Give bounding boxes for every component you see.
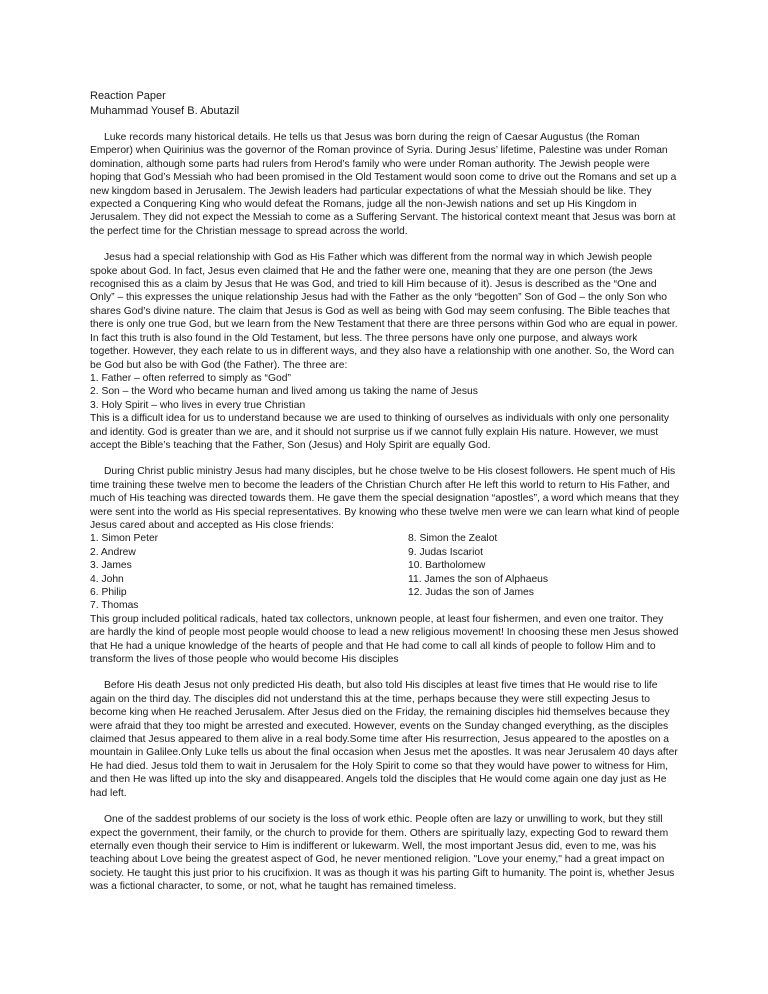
paragraph-reflection: One of the saddest problems of our society is the loss of work ethic. People often are lazy or unwilling to work, but they still expect the government, their family, or the church to provide for them. Others are spiritually lazy, expecting God to reward them eternally even though their service to Him is indifferent or lukewarm. Well, the most important Jesus did, even to me, was his teaching about Love being the greatest aspect of God, he never mentioned religion. "Love your enemy," had a great impact on society. He taught this just prior to his crucifixion. It was as though it was his parting Gift to humanity. The point is, whether Jesus was a fictional character, to some, or not, what he taught has remained timeless.	[90, 814, 675, 893]
list-item: 12. Judas the son of James	[408, 587, 534, 598]
paragraph-historical-context: Luke records many historical details. He tells us that Jesus was born during the reign of Caesar Augustus (the Roman Emperor) when Quirinius was the governor of the Roman province of Syria. During Jesus’ lifetime, Palestine was under Roman domination, although some parts had rulers from Herod’s family who were under Roman authority. The Jewish people were hoping that God’s Messiah who had been promised in the Old Testament would soon come to drive out the Romans and set up a new kingdom based in Jerusalem. The Jewish leaders had particular expectations of what the Messiah should be like. They expected a Conquering King who would defeat the Romans, judge all the non-Jewish nations and set up His Kingdom in Jerusalem. They did not expect the Messiah to come as a Suffering Servant. The historical context meant that Jesus was born at the perfect time for the Christian message to spread across the world.	[90, 132, 677, 237]
spacer	[90, 800, 680, 813]
paragraph-relationship-with-god: Jesus had a special relationship with God as His Father which was different from the normal way in which Jewish people spoke about God. In fact, Jesus even claimed that He and the father were one, meaning that they are one person (the Jews recognised this as a claim by Jesus that He was God, and tried to kill Him because of it). Jesus is described as the “One and Only” – this expresses the unique relationship Jesus had with the Father as the only “begotten” Son of God – the only Son who shares God’s divine nature. The claim that Jesus is God as well as being with God may seem confusing. The Bible teaches that there is only one true God, but we learn from the New Testament that there are three persons within God who are equal in power. In fact this truth is also found in the Old Testament, but less. The three persons have only one purpose, and always work together. However, they each relate to us in different ways, and they also have a relationship with one another. So, the Word can be God but also be with God (the Father). The three are:	[90, 252, 678, 371]
apostles-column-right	[408, 532, 680, 612]
author-name: Muhammad Yousef B. Abutazil	[90, 104, 240, 117]
paragraph-disciples: During Christ public ministry Jesus had many disciples, but he chose twelve to be His closest followers. He spent much of His time training these twelve men to become the leaders of the Christian Church after He left this world to return to His Father, and much of His teaching was directed towards them. He gave them the special designation “apostles”, a word which means that they were sent into the world as His special representatives. By knowing who these twelve men were we can learn what kind of people Jesus cared about and accepted as His close friends:	[90, 466, 680, 531]
paragraph-apostles-summary: This group included political radicals, hated tax collectors, unknown people, at least four fishermen, and even one traitor. They are hardly the kind of people most people would choose to lead a new religious movement! In choosing these men Jesus showed that He had a unique knowledge of the hearts of people and that He had come to call all kinds of people to follow Him and to transform the lives of those people who would become His disciples	[90, 613, 679, 666]
list-item: 9. Judas Iscariot	[408, 546, 483, 558]
list-item: 8. Simon the Zealot	[408, 533, 498, 545]
list-item: 4. John	[90, 573, 124, 585]
list-item: 2. Son – the Word who became human and lived among us taking the name of Jesus	[90, 386, 478, 398]
list-item: 1. Simon Peter	[90, 533, 159, 545]
list-item: 2. Andrew	[90, 546, 136, 558]
apostles-list	[90, 532, 680, 612]
list-item: 10. Bartholomew	[408, 560, 486, 572]
document-page	[90, 89, 680, 894]
spacer	[90, 666, 680, 679]
list-item: 7. Thomas	[90, 600, 139, 612]
document-title: Reaction Paper	[90, 90, 166, 102]
list-item: 1. Father – often referred to simply as “God”	[90, 372, 291, 384]
apostles-column-left	[90, 532, 408, 612]
spacer	[90, 452, 680, 465]
spacer	[90, 238, 680, 251]
paragraph-resurrection: Before His death Jesus not only predicted His death, but also told His disciples at least five times that He would rise to life again on the third day. The disciples did not understand this at the time, perhaps because they were still expecting Jesus to become king when He reached Jerusalem. After Jesus died on the Friday, the remaining disciples hid themselves because they were afraid that they too might be arrested and executed. However, events on the Sunday changed everything, as the disciples claimed that Jesus appeared to them alive in a real body.Some time after His resurrection, Jesus appeared to the apostles on a mountain in Galilee.Only Luke tells us about the final occasion when Jesus met the apostles. It was near Jerusalem 40 days after He had died. Jesus told them to wait in Jerusalem for the Holy Spirit to come so that they would have power to witness for Him, and then He was lifted up into the sky and disappeared. Angels told the disciples that He would come again one day just as He had left.	[90, 680, 678, 799]
spacer	[90, 118, 680, 131]
list-item: 11. James the son of Alphaeus	[408, 573, 549, 585]
list-item: 3. James	[90, 560, 132, 572]
list-item: 6. Philip	[90, 587, 127, 598]
paragraph-trinity-explanation: This is a difficult idea for us to understand because we are used to thinking of ourselves as individuals with only one personality and identity. God is greater than we are, and it should not surprise us if we cannot fully explain His nature. However, we must accept the Bible’s teaching that the Father, Son (Jesus) and Holy Spirit are equally God.	[90, 413, 670, 451]
list-item: 3. Holy Spirit – who lives in every true Christian	[90, 399, 306, 411]
